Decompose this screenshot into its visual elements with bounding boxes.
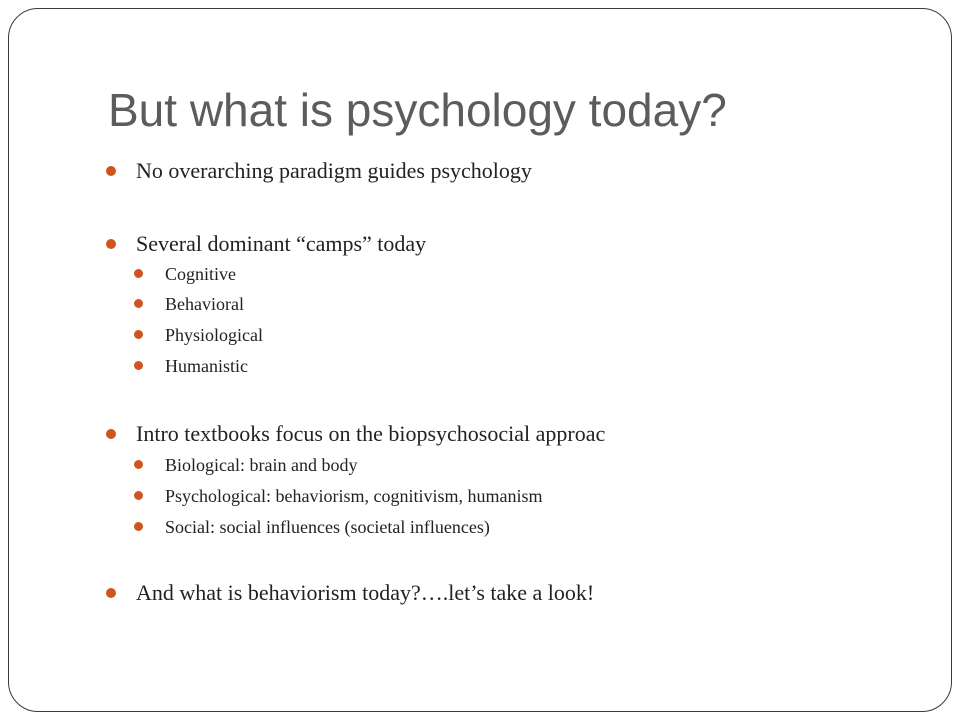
bullet-text: Several dominant “camps” today bbox=[136, 231, 427, 256]
sub-bullet-text: Cognitive bbox=[165, 264, 236, 284]
sub-bullet-dot-icon bbox=[134, 491, 143, 500]
sub-bullet-text: Biological: brain and body bbox=[165, 455, 358, 475]
sub-bullet-text: Physiological bbox=[165, 325, 263, 345]
sub-bullet-text: Humanistic bbox=[165, 356, 248, 376]
bullet-dot-icon bbox=[106, 588, 116, 598]
bullet-dot-icon bbox=[106, 239, 116, 249]
bullet-dot-icon bbox=[106, 429, 116, 439]
bullet-dot-icon bbox=[106, 166, 116, 176]
bullet-text: Intro textbooks focus on the biopsychosocial approac bbox=[136, 421, 606, 446]
sub-bullet-text: Behavioral bbox=[165, 294, 244, 314]
sub-bullet-text: Psychological: behaviorism, cognitivism, humanism bbox=[165, 486, 543, 506]
sub-bullet-dot-icon bbox=[134, 522, 143, 531]
bullet-text: And what is behaviorism today?….let’s take a look! bbox=[136, 580, 595, 605]
bullet-text: No overarching paradigm guides psychology bbox=[136, 158, 532, 183]
sub-bullet-text: Social: social influences (societal influences) bbox=[165, 517, 490, 537]
sub-bullet-dot-icon bbox=[134, 269, 143, 278]
slide-title: But what is psychology today? bbox=[108, 84, 727, 136]
sub-bullet-dot-icon bbox=[134, 361, 143, 370]
sub-bullet-dot-icon bbox=[134, 460, 143, 469]
sub-bullet-dot-icon bbox=[134, 299, 143, 308]
sub-bullet-dot-icon bbox=[134, 330, 143, 339]
